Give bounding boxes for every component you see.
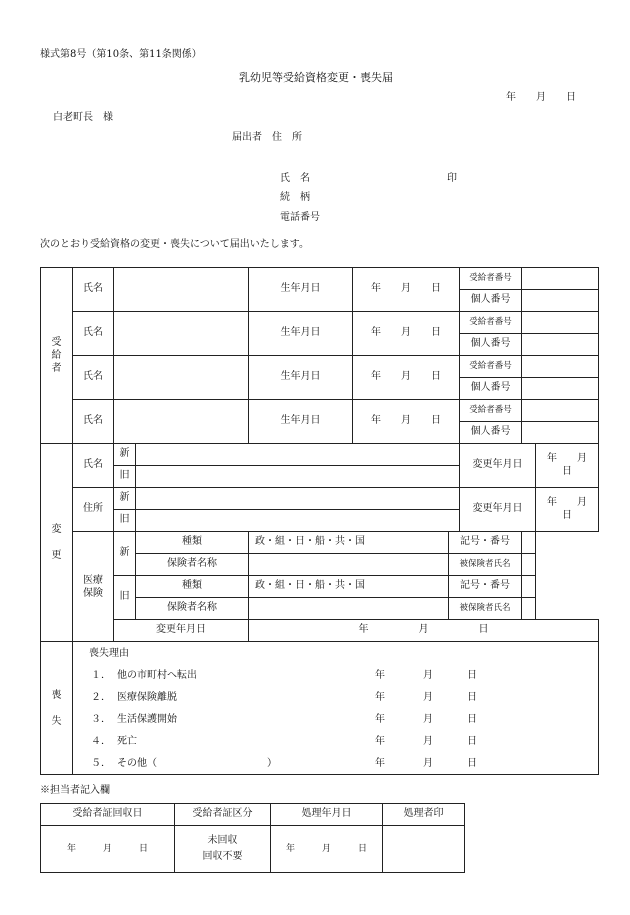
recipient-no-field[interactable]: [522, 400, 599, 422]
old-label: 旧: [114, 576, 136, 620]
loss-year: 年: [375, 736, 385, 747]
recipient-name-label: 氏名: [73, 400, 114, 444]
loss-day: 日: [467, 692, 477, 703]
new-label: 新: [114, 532, 136, 576]
recipient-name-field[interactable]: [114, 268, 249, 312]
statement: 次のとおり受給資格の変更・喪失について届出いたします。: [40, 239, 309, 250]
loss-day: 日: [467, 714, 477, 725]
loss-reason-header: 喪失理由: [89, 648, 129, 659]
form-title: 乳幼児等受給資格変更・喪失届: [239, 71, 393, 84]
office-col-processing-date: 処理年月日: [271, 804, 383, 826]
loss-month: 月: [423, 714, 433, 725]
recipient-name-field[interactable]: [114, 312, 249, 356]
recipient-dob-field[interactable]: 年 月 日: [353, 356, 460, 400]
loss-reason-1[interactable]: [91, 670, 197, 683]
loss-year: 年: [375, 670, 385, 681]
personal-no-label: 個人番号: [460, 378, 522, 400]
recipient-no-field[interactable]: [522, 312, 599, 334]
insured-name-field[interactable]: [522, 554, 536, 576]
cert-category-field[interactable]: [175, 826, 271, 873]
recipient-name-field[interactable]: [114, 356, 249, 400]
addressee: 白老町長 様: [53, 112, 113, 123]
insured-name-field[interactable]: [522, 598, 536, 620]
loss-day: 日: [467, 736, 477, 747]
office-col-collection-date: 受給者証回収日: [41, 804, 175, 826]
insurance-label: 医療 保険: [73, 532, 114, 642]
old-name-field[interactable]: [136, 466, 460, 488]
new-name-field[interactable]: [136, 444, 460, 466]
personal-no-field[interactable]: [522, 422, 599, 444]
recipient-no-label: 受給者番号: [460, 356, 522, 378]
recipient-name-label: 氏名: [73, 356, 114, 400]
office-col-processor-seal: 処理者印: [383, 804, 465, 826]
loss-year: 年: [375, 714, 385, 725]
office-col-cert-category: 受給者証区分: [175, 804, 271, 826]
main-form-table: [40, 267, 608, 775]
loss-reason-3[interactable]: [91, 714, 177, 727]
symbol-no-label: 記号・番号: [449, 576, 522, 598]
insurer-name-field[interactable]: [249, 598, 449, 620]
loss-month: 月: [423, 692, 433, 703]
applicant-name-label: 氏 名: [280, 173, 310, 184]
old-label: 旧: [114, 466, 136, 488]
insurance-type-options[interactable]: 政・組・日・船・共・国: [249, 532, 449, 554]
recipient-dob-field[interactable]: 年 月 日: [353, 400, 460, 444]
insurer-name-label: 保険者名称: [136, 554, 249, 576]
loss-reason-4[interactable]: [91, 736, 137, 749]
personal-no-field[interactable]: [522, 290, 599, 312]
insured-name-label: 被保険者氏名: [449, 598, 522, 620]
insured-name-label: 被保険者氏名: [449, 554, 522, 576]
recipient-dob-label: 生年月日: [249, 312, 353, 356]
recipient-no-label: 受給者番号: [460, 312, 522, 334]
collection-date-field[interactable]: 年 月 日: [41, 826, 175, 873]
loss-reason-5[interactable]: [91, 758, 277, 771]
change-section-label: 変 更: [41, 444, 73, 642]
office-use-title: ※担当者記入欄: [40, 785, 110, 796]
recipient-dob-field[interactable]: 年 月 日: [353, 268, 460, 312]
loss-section-label: 喪 失: [41, 642, 73, 775]
phone-label: 電話番号: [280, 212, 320, 223]
change-date-field[interactable]: 年 月 日: [536, 488, 599, 532]
reason-text: 生活保護開始: [117, 714, 177, 725]
recipient-dob-label: 生年月日: [249, 268, 353, 312]
loss-day: 日: [467, 758, 477, 769]
insurance-type-label: 種類: [136, 532, 249, 554]
new-address-field[interactable]: [136, 488, 460, 510]
recipient-no-field[interactable]: [522, 356, 599, 378]
reason-text: 他の市町村へ転出: [117, 670, 197, 681]
insurer-name-field[interactable]: [249, 554, 449, 576]
loss-reason-cell: [73, 642, 599, 775]
recipient-dob-label: 生年月日: [249, 356, 353, 400]
change-date-field[interactable]: 年 月 日: [536, 444, 599, 488]
change-name-label: 氏名: [73, 444, 114, 488]
form-number: 様式第8号（第10条、第11条関係）: [40, 49, 202, 60]
insurance-change-date-label: 変更年月日: [114, 620, 249, 642]
personal-no-field[interactable]: [522, 334, 599, 356]
processor-seal-field[interactable]: [383, 826, 465, 873]
office-use-table: [40, 803, 465, 873]
change-address-label: 住所: [73, 488, 114, 532]
seal-label: 印: [447, 173, 457, 184]
new-label: 新: [114, 444, 136, 466]
new-label: 新: [114, 488, 136, 510]
insurance-type-options[interactable]: 政・組・日・船・共・国: [249, 576, 449, 598]
recipient-no-field[interactable]: [522, 268, 599, 290]
symbol-no-field[interactable]: [522, 532, 536, 554]
insurance-change-date-field[interactable]: 年 月 日: [249, 620, 599, 642]
relation-label: 続 柄: [280, 192, 310, 203]
personal-no-label: 個人番号: [460, 334, 522, 356]
insurance-type-label: 種類: [136, 576, 249, 598]
applicant-address-label: 届出者 住 所: [232, 132, 302, 143]
old-label: 旧: [114, 510, 136, 532]
personal-no-label: 個人番号: [460, 290, 522, 312]
recipient-name-field[interactable]: [114, 400, 249, 444]
recipient-dob-field[interactable]: 年 月 日: [353, 312, 460, 356]
recipient-no-label: 受給者番号: [460, 268, 522, 290]
loss-reason-2[interactable]: [91, 692, 177, 705]
processing-date-field[interactable]: 年 月 日: [271, 826, 383, 873]
reason-text: 死亡: [117, 736, 137, 747]
change-date-label: 変更年月日: [460, 444, 536, 488]
personal-no-label: 個人番号: [460, 422, 522, 444]
change-date-label: 変更年月日: [460, 488, 536, 532]
recipient-no-label: 受給者番号: [460, 400, 522, 422]
loss-month: 月: [423, 758, 433, 769]
personal-no-field[interactable]: [522, 378, 599, 400]
recipient-section-label: 受 給 者: [41, 268, 73, 444]
loss-day: 日: [467, 670, 477, 681]
no-collection-option[interactable]: 回収不要: [202, 851, 243, 862]
recipient-dob-label: 生年月日: [249, 400, 353, 444]
reason-number: ５．: [91, 758, 111, 769]
recipient-name-label: 氏名: [73, 312, 114, 356]
reason-number: ３．: [91, 714, 111, 725]
reason-text: その他（ ）: [117, 758, 277, 769]
date-line: 年 月 日: [506, 92, 576, 103]
insurer-name-label: 保険者名称: [136, 598, 249, 620]
reason-text: 医療保険離脱: [117, 692, 177, 703]
reason-number: ２．: [91, 692, 111, 703]
loss-month: 月: [423, 736, 433, 747]
old-address-field[interactable]: [136, 510, 460, 532]
symbol-no-label: 記号・番号: [449, 532, 522, 554]
symbol-no-field[interactable]: [522, 576, 536, 598]
loss-month: 月: [423, 670, 433, 681]
recipient-name-label: 氏名: [73, 268, 114, 312]
loss-year: 年: [375, 692, 385, 703]
reason-number: ４．: [91, 736, 111, 747]
uncollected-option[interactable]: 未回収: [207, 834, 238, 846]
reason-number: １．: [91, 670, 111, 681]
loss-year: 年: [375, 758, 385, 769]
